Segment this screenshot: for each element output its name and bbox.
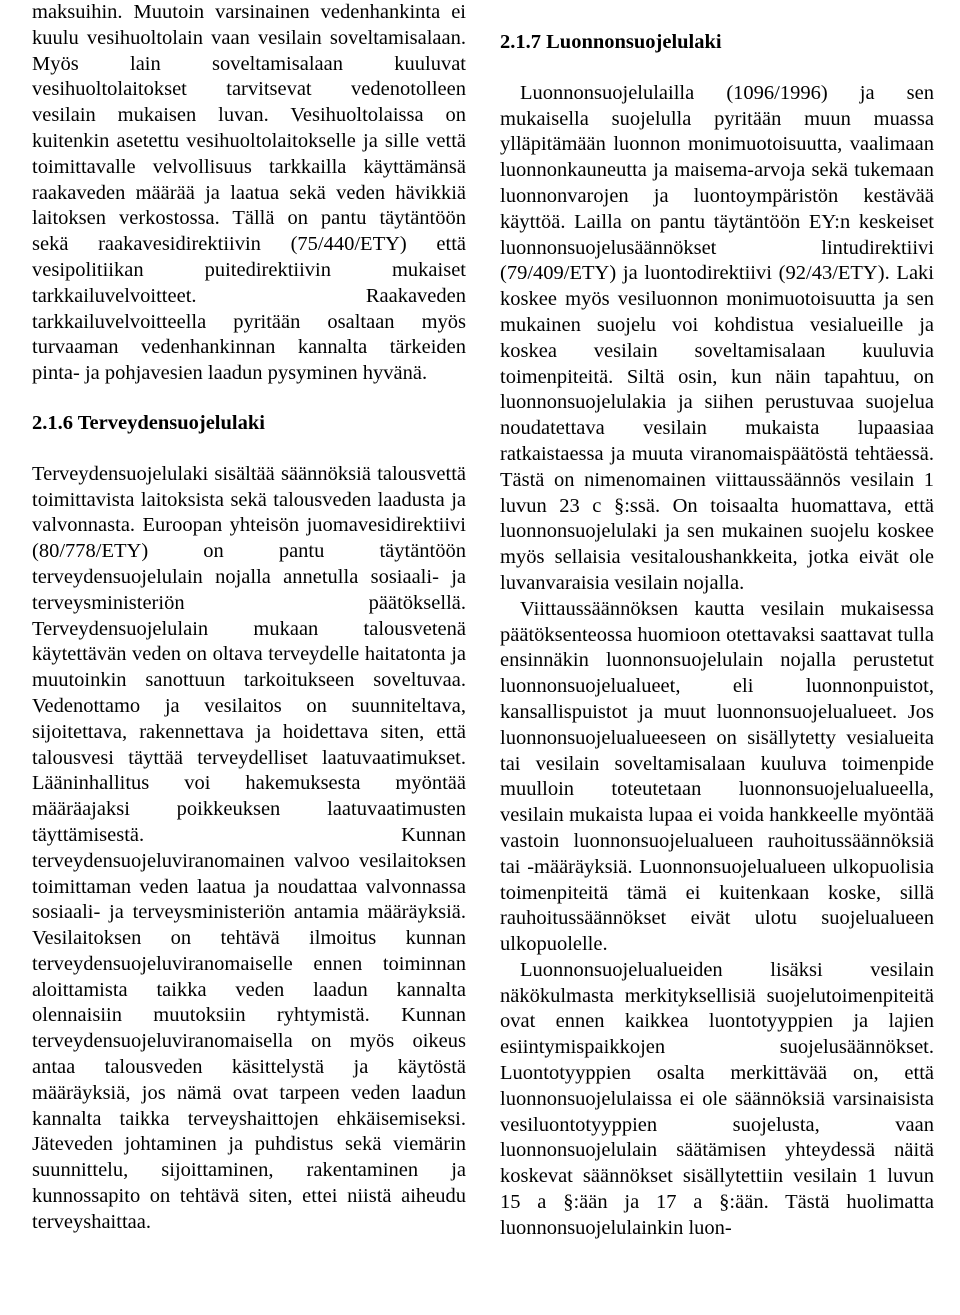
- right-paragraph-2: Viittaussäännöksen kautta vesilain mukaisessa päätöksenteossa huomioon otettavaksi saattavat tulla ensinnäkin luonnonsuojelulain nojalla perustetut luonnonsuojelualueet, eli luonnonpuistot, kansallispuistot ja muut luonnonsuojelualueet. Jos luonnonsuojelualueeseen on sisällytetty vesialueita tai vesilain soveltamisalaan kuuluva toimenpide muulloin toteutetaan luonnonsuojelualueella, vesilain mukaista lupaa ei voida hankkeelle myöntää vastoin luonnonsuojelualueen rauhoitussäännöksiä tai -määräyksiä. Luonnonsuojelualueen ulkopuolisia toimenpiteitä tämä ei kuitenkaan koske, sillä rauhoitussäännökset eivät ulotu suojelualueen ulkopuolelle.: [500, 597, 934, 956]
- left-paragraph-2: Terveydensuojelulaki sisältää säännöksiä talousvettä toimittavista laitoksista sekä talousveden laadusta ja valvonnasta. Euroopan yhteisön juomavesidirektiivi (80/778/ETY) on pantu täytäntöön terveydensuojelulain nojalla annetulla sosiaali- ja terveysministeriön päätöksellä. Terveydensuojelulain mukaan talousvetenä käytettävän veden on oltava terveydelle haitatonta ja muutoinkin sanottuun tarkoitukseen soveltuvaa. Vedenottamo ja vesilaitos on suunniteltava, sijoitettava, rakennettava ja hoidettava siten, että talousvesi täyttää terveydelliset laatuvaatimukset. Lääninhallitus voi hakemuksesta myöntää määräajaksi poikkeuksen laatuvaatimusten täyttämisestä. Kunnan terveydensuojeluviranomainen valvoo vesilaitoksen toimittaman veden laatua ja noudattaa valvonnassa sosiaali- ja terveysministeriön antamia määräyksiä. Vesilaitoksen on tehtävä ilmoitus kunnan terveydensuojeluviranomaiselle ennen toiminnan aloittamista taikka veden laadun kannalta olennaisiin muutoksiin ryhtymistä. Kunnan terveydensuojeluviranomaisella on myös oikeus antaa talousveden käsittelystä ja käytöstä määräyksiä, jos nämä ovat tarpeen veden laadun kannalta taikka terveyshaittojen ehkäisemiseksi. Jäteveden johtaminen ja puhdistus sekä viemärin suunnittelu, sijoittaminen, rakentaminen ja kunnossapito on tehtävä siten, ettei niistä aiheudu terveyshaittaa.: [32, 462, 466, 1233]
- section-heading-luonnonsuojelulaki: 2.1.7 Luonnonsuojelulaki: [500, 31, 722, 53]
- left-paragraph-1: maksuihin. Muutoin varsinainen vedenhankinta ei kuulu vesihuoltolain vaan vesilain soveltamisalaan. Myös lain soveltamisalaan kuuluvat vesihuoltolaitokset tarvitsevat vedenotolleen vesilain mukaisen luvan. Vesihuoltolaissa on kuitenkin asetettu vesihuoltolaitokselle ja sille vettä toimittavalle velvollisuus tarkkailla käyttämänsä raakaveden määrää ja laatua sekä veden hävikkiä laitoksen verkostossa. Tällä on pantu täytäntöön sekä raakavesidirektiivin (75/440/ETY) että vesipolitiikan puitedirektiivin mukaiset tarkkailuvelvoitteet. Raakaveden tarkkailuvelvoitteella pyritään osaltaan myös turvaaman vedenhankinnan kannalta tärkeiden pinta- ja pohjavesien laadun pysyminen hyvänä.: [32, 1, 466, 385]
- left-column: [32, 0, 466, 1236]
- right-paragraph-1: Luonnonsuojelulailla (1096/1996) ja sen mukaisella suojelulla pyritään muun muassa ylläpitämään luonnon monimuotoisuutta, vaalimaan luonnonkauneutta ja maisema-arvoja sekä tukemaan luonnonvarojen ja luontoympäristön kestävää käyttöä. Lailla on pantu täytäntöön EY:n keskeiset luonnonsuojelusäännökset lintudirektiivi (79/409/ETY) ja luontodirektiivi (92/43/ETY). Laki koskee myös vesiluonnon monimuotoisuutta ja sen mukainen suojelu voi kohdistua vesialueille ja koskea vesilain soveltamisalaan kuuluvia toimenpiteitä. Siltä osin, kun näin tapahtuu, on luonnonsuojelulakia ja siihen perustuvaa suojelua noudatettava vesilain mukaista lupaasiaa ratkaistaessa ja muuta viranomaispäätöstä tehtäessä. Tästä on nimenomainen viittaussäännös vesilain 1 luvun 23 c §:ssä. On toisaalta huomattava, että luonnonsuojelulaki ja sen mukainen suojelu koskee myös sellaisia vesitaloushankkeita, jotka eivät ole luvanvaraisia vesilain nojalla.: [500, 81, 934, 594]
- right-paragraph-3: Luonnonsuojelualueiden lisäksi vesilain näkökulmasta merkityksellisiä suojelutoimenpiteitä ovat ennen kaikkea luontotyyppien ja lajien esiintymispaikkojen suojelusäännökset. Luontotyyppien osalta merkittävää on, että luonnonsuojelulaissa ei ole säännöksiä varsinaisista vesiluontotyyppien suojelusta, vaan luonnonsuojelulain säätämisen yhteydessä näitä koskevat säännökset sisällytettiin vesilain 1 luvun 15 a §:ään ja 17 a §:ään. Tästä huolimatta luonnonsuojelulainkin luon-: [500, 958, 934, 1239]
- right-column: [500, 30, 934, 1242]
- section-heading-terveydensuojelulaki: 2.1.6 Terveydensuojelulaki: [32, 411, 265, 434]
